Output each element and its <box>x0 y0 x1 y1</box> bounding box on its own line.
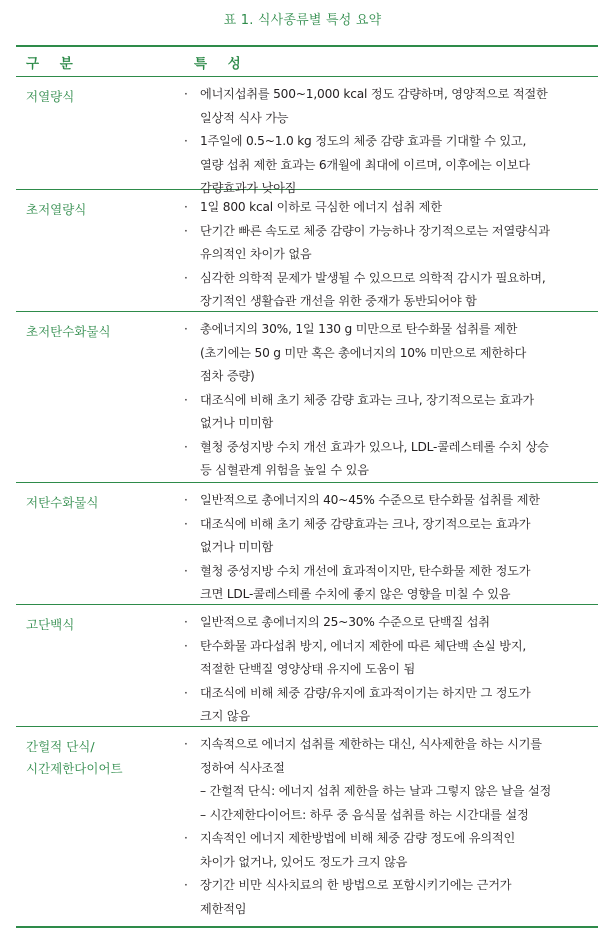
bullet-text-line: (초기에는 50 g 미만 혹은 총에너지의 10% 미만으로 제한하다 <box>200 345 527 360</box>
bullet-text-line: 대조식에 비해 초기 체중 감량 효과는 크나, 장기적으로는 효과가 <box>200 392 534 407</box>
bullet-text-line: 탄수화물 과다섭취 방지, 에너지 제한에 따른 체단백 손실 방지, <box>200 638 527 653</box>
bullet-text-line: 혈청 중성지방 수치 개선 효과가 있으나, LDL-콜레스테롤 수치 상승 <box>200 439 549 454</box>
bullet-text-line: 크지 않음 <box>200 709 250 723</box>
bullet-text-line: 1일 800 kcal 이하로 극심한 에너지 섭취 제한 <box>200 200 442 214</box>
characteristic-bullet <box>184 196 592 220</box>
bullet-text-line: – 간헐적 단식: 에너지 섭취 제한을 하는 날과 그렇지 않은 날을 설정 <box>200 784 552 798</box>
table-row <box>16 605 598 727</box>
bullet-text-line: 등 심혈관계 위험을 높일 수 있음 <box>200 463 369 477</box>
bullet-text-line: 대조식에 비해 체중 감량/유지에 효과적이기는 하지만 그 정도가 <box>200 685 531 700</box>
table-row <box>16 312 598 483</box>
characteristic-bullet <box>184 611 592 635</box>
bullet-dot-icon: · <box>184 615 188 629</box>
bullet-text-line: 심각한 의학적 문제가 발생될 수 있으므로 의학적 감시가 필요하며, <box>200 270 546 285</box>
bullet-text-line: 총에너지의 30%, 1일 130 g 미만으로 탄수화물 섭취를 제한 <box>200 322 518 336</box>
characteristic-bullet <box>184 220 592 267</box>
bullet-dot-icon: · <box>184 134 188 148</box>
bullet-dot-icon: · <box>184 493 188 507</box>
bullet-text-line: 단기간 빠른 속도로 체중 감량이 가능하나 장기적으로는 저열량식과 <box>200 223 550 238</box>
table-body <box>16 77 598 926</box>
diet-type-label <box>16 190 174 311</box>
bullet-text-line: 대조식에 비해 초기 체중 감량효과는 크나, 장기적으로는 효과가 <box>200 516 531 531</box>
bullet-dot-icon: · <box>184 516 188 531</box>
diet-type-label-line: 초저열량식 <box>26 202 87 217</box>
diet-type-label-line: 고단백식 <box>26 617 75 632</box>
bullet-text-line: 유의적인 차이가 없음 <box>200 247 312 261</box>
bullet-dot-icon: · <box>184 392 188 407</box>
bullet-dot-icon: · <box>184 200 188 214</box>
bullet-text-line: 제한적임 <box>200 901 247 916</box>
bullet-text-line: 지속적으로 에너지 섭취를 제한하는 대신, 식사제한을 하는 시기를 <box>200 737 542 751</box>
bullet-text-line: 없거나 미미함 <box>200 540 274 554</box>
characteristic-bullet <box>184 436 592 483</box>
bullet-dot-icon: · <box>184 638 188 653</box>
characteristics-cell <box>174 483 598 604</box>
table-row <box>16 727 598 926</box>
diet-type-label-line: 초저탄수화물식 <box>26 324 111 339</box>
diet-type-label-line: 저열량식 <box>26 89 75 104</box>
bullet-text-line: 감량효과가 낮아짐 <box>200 181 297 195</box>
diet-type-label <box>16 77 174 189</box>
bullet-text-line: 지속적인 에너지 제한방법에 비해 체중 감량 정도에 유의적인 <box>200 831 516 845</box>
bullet-dot-icon: · <box>184 685 188 700</box>
bullet-text-line: 일상적 식사 가능 <box>200 110 289 125</box>
table-row <box>16 190 598 312</box>
characteristic-bullet <box>184 874 592 921</box>
bullet-text-line: 일반적으로 총에너지의 25~30% 수준으로 단백질 섭취 <box>200 615 490 629</box>
characteristic-bullet <box>184 827 592 874</box>
bullet-text-line: 혈청 중성지방 수치 개선에 효과적이지만, 탄수화물 제한 정도가 <box>200 563 531 578</box>
table-caption: 표 1. 식사종류별 특성 요약 <box>223 13 382 28</box>
bullet-dot-icon: · <box>184 439 188 454</box>
characteristic-bullet <box>184 733 592 827</box>
characteristic-bullet <box>184 83 592 130</box>
bullet-text-line: 1주일에 0.5~1.0 kg 정도의 체중 감량 효과를 기대할 수 있고, <box>200 134 527 148</box>
table-row <box>16 77 598 195</box>
diet-summary-table <box>16 45 598 928</box>
bullet-text-line: 일반적으로 총에너지의 40~45% 수준으로 탄수화물 섭취를 제한 <box>200 493 540 507</box>
bullet-text-line: – 시간제한다이어트: 하루 중 음식물 섭취를 하는 시간대를 설정 <box>200 807 529 822</box>
diet-type-label <box>16 727 174 926</box>
bullet-text-line: 점차 증량) <box>200 369 255 383</box>
characteristic-bullet <box>184 560 592 607</box>
bullet-text-line: 차이가 없거나, 있어도 정도가 크지 않음 <box>200 854 408 869</box>
bullet-text-line: 장기간 비만 식사치료의 한 방법으로 포함시키기에는 근거가 <box>200 878 512 892</box>
characteristics-cell <box>174 727 598 926</box>
characteristic-bullet <box>184 318 592 389</box>
bullet-dot-icon: · <box>184 322 188 336</box>
bullet-text-line: 없거나 미미함 <box>200 416 274 430</box>
diet-type-label <box>16 605 174 726</box>
table-row <box>16 483 598 605</box>
bullet-text-line: 장기적인 생활습관 개선을 위한 중재가 동반되어야 함 <box>200 294 477 308</box>
bullet-dot-icon: · <box>184 737 188 751</box>
diet-type-label-line: 저탄수화물식 <box>26 495 99 510</box>
characteristics-cell <box>174 605 598 726</box>
bullet-dot-icon: · <box>184 563 188 578</box>
characteristic-bullet <box>184 682 592 729</box>
characteristic-bullet <box>184 635 592 682</box>
bullet-text-line: 열량 섭취 제한 효과는 6개월에 최대에 이르며, 이후에는 이보다 <box>200 157 530 172</box>
characteristics-cell <box>174 190 598 311</box>
bullet-text-line: 에너지섭취를 500~1,000 kcal 정도 감량하며, 영양적으로 적절한 <box>200 87 548 101</box>
bullet-dot-icon: · <box>184 878 188 892</box>
bullet-text-line: 적절한 단백질 영양상태 유지에 도움이 됨 <box>200 662 416 676</box>
table-header-row <box>16 47 598 77</box>
diet-type-label <box>16 312 174 482</box>
characteristics-cell <box>174 77 598 195</box>
characteristic-bullet <box>184 513 592 560</box>
bullet-dot-icon: · <box>184 270 188 285</box>
bullet-text-line: 정하여 식사조절 <box>200 760 285 775</box>
characteristic-bullet <box>184 489 592 513</box>
bullet-dot-icon: · <box>184 831 188 845</box>
bullet-text-line: 크면 LDL-콜레스테롤 수치에 좋지 않은 영향을 미칠 수 있음 <box>200 587 511 601</box>
header-characteristics: 특 성 <box>194 55 249 72</box>
characteristic-bullet <box>184 389 592 436</box>
bullet-dot-icon: · <box>184 87 188 101</box>
header-category: 구 분 <box>26 55 81 72</box>
characteristics-cell <box>174 312 598 482</box>
characteristic-bullet <box>184 267 592 314</box>
characteristic-bullet <box>184 130 592 201</box>
bullet-dot-icon: · <box>184 223 188 238</box>
diet-type-label <box>16 483 174 604</box>
diet-type-label-line: 간헐적 단식/ <box>26 739 95 754</box>
diet-type-label-line: 시간제한다이어트 <box>26 761 123 776</box>
